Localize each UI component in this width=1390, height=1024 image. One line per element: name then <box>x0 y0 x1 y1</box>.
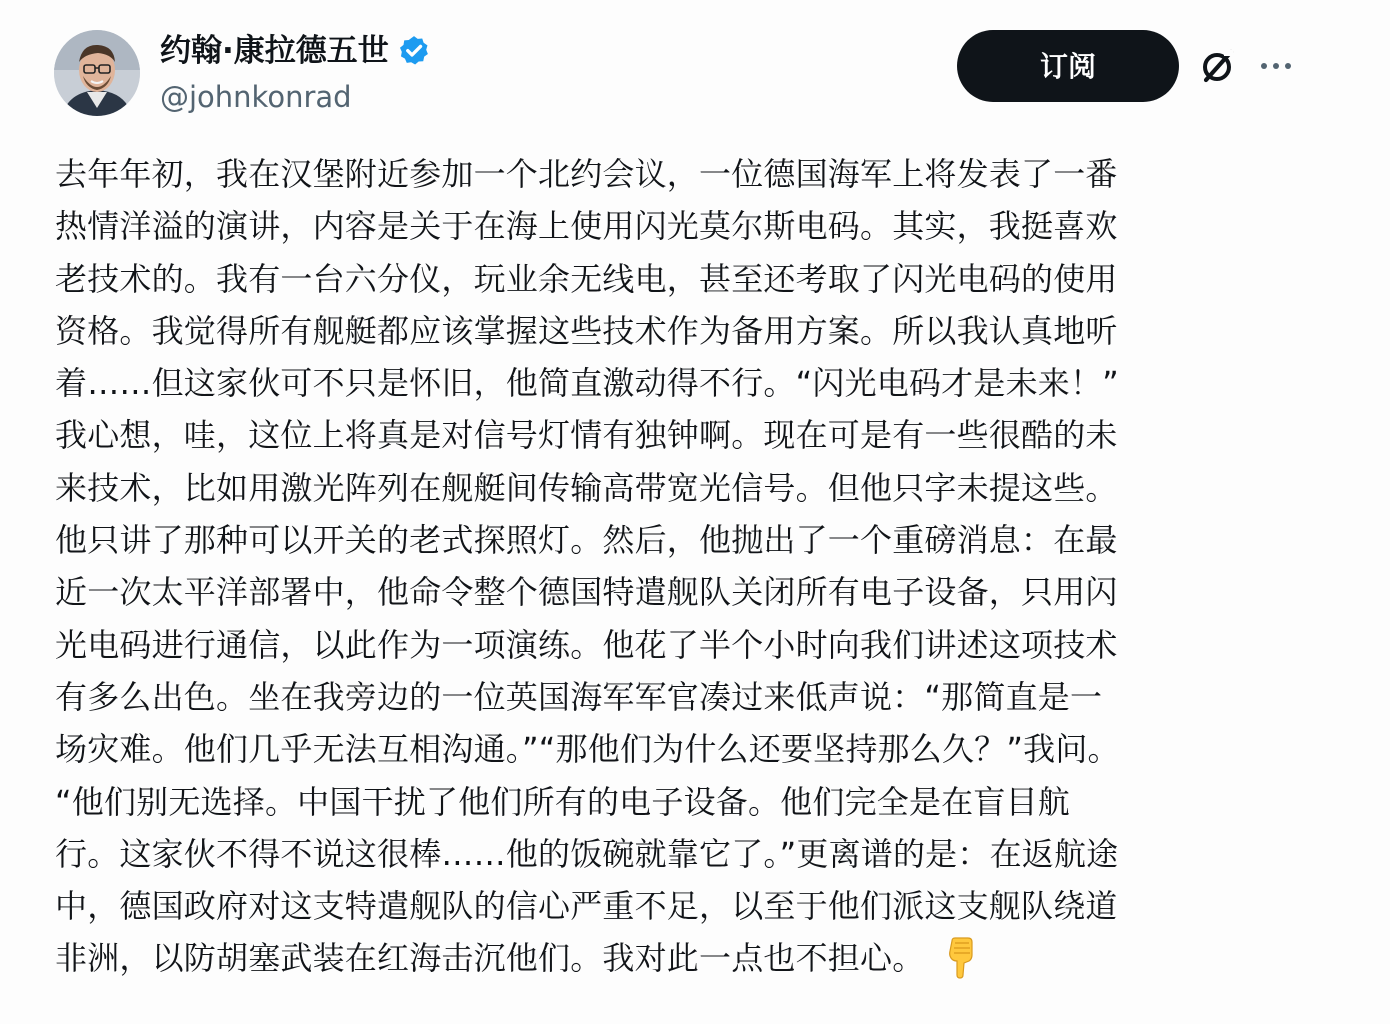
verified-badge-icon <box>397 34 431 68</box>
grok-icon[interactable] <box>1198 46 1238 86</box>
author-name[interactable] <box>160 30 431 72</box>
post-text-line: 资格。我觉得所有舰艇都应该掌握这些技术作为备用方案。所以我认真地听 <box>55 311 1118 350</box>
post-text-line: 老技术的。我有一台六分仪，玩业余无线电，甚至还考取了闪光电码的使用 <box>55 259 1118 298</box>
post-text-line: 来技术，比如用激光阵列在舰艇间传输高带宽光信号。但他只字未提这些。 <box>55 468 1118 507</box>
post-text-line: 去年年初，我在汉堡附近参加一个北约会议，一位德国海军上将发表了一番 <box>55 155 1118 193</box>
post-text-line: 行。这家伙不得不说这很棒……他的饭碗就靠它了。”更离谱的是：在返航途 <box>55 834 1119 873</box>
post-text-line: 有多么出色。坐在我旁边的一位英国海军军官凑过来低声说：“那简直是一 <box>55 677 1103 716</box>
author-display-name[interactable]: 约翰·康拉德五世 <box>160 33 389 69</box>
post-text-line: 他只讲了那种可以开关的老式探照灯。然后，他抛出了一个重磅消息：在最 <box>55 521 1118 560</box>
more-horizontal-icon[interactable] <box>1256 56 1296 76</box>
post-text-line-last <box>55 932 1295 984</box>
author-handle[interactable]: @johnkonrad <box>160 80 352 114</box>
post-text <box>55 148 1295 985</box>
subscribe-button[interactable]: 订阅 <box>957 30 1179 102</box>
post-text-line: 我心想，哇，这位上将真是对信号灯情有独钟啊。现在可是有一些很酷的未 <box>55 416 1118 455</box>
post-text-line: “他们别无选择。中国干扰了他们所有的电子设备。他们完全是在盲目航 <box>55 782 1070 821</box>
post-text-line: 中，德国政府对这支特遣舰队的信心严重不足，以至于他们派这支舰队绕道 <box>55 887 1118 926</box>
post-text-line: 近一次太平洋部署中，他命令整个德国特遣舰队关闭所有电子设备，只用闪 <box>55 573 1118 612</box>
post-text-line: 场灾难。他们几乎无法互相沟通。”“那他们为什么还要坚持那么久？”我问。 <box>55 730 1120 769</box>
post-text-line: 着……但这家伙可不只是怀旧，他简直激动得不行。“闪光电码才是未来！” <box>55 364 1119 403</box>
post-text-line: 热情洋溢的演讲，内容是关于在海上使用闪光莫尔斯电码。其实，我挺喜欢 <box>55 207 1118 246</box>
backhand-index-pointing-down-icon <box>942 937 978 979</box>
post-text-line: 光电码进行通信，以此作为一项演练。他花了半个小时向我们讲述这项技术 <box>55 625 1118 664</box>
avatar[interactable] <box>54 30 140 116</box>
avatar-photo <box>54 30 140 116</box>
post-text-line-last-text: 非洲，以防胡塞武装在红海击沉他们。我对此一点也不担心。 <box>55 939 925 978</box>
